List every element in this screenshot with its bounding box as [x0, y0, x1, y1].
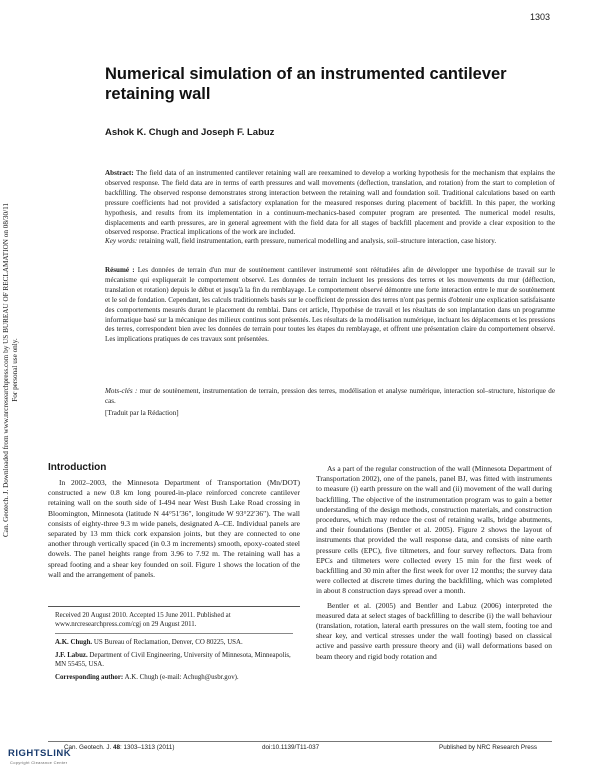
corresponding-author-text: A.K. Chugh (e-mail: Achugh@usbr.gov).: [124, 674, 239, 681]
affiliation-chugh-text: US Bureau of Reclamation, Denver, CO 80225, USA.: [93, 639, 243, 646]
footer-citation: [64, 744, 175, 751]
mots-cles: [105, 387, 555, 407]
abstract-label: Abstract:: [105, 169, 134, 177]
keywords-text: retaining wall, field instrumentation, earth pressure, numerical modelling and analysis, soil–structure interaction, case history.: [139, 237, 497, 245]
section-heading-introduction: Introduction: [48, 462, 107, 473]
mots-cles-label: Mots-clés :: [105, 387, 138, 395]
keywords: [105, 237, 555, 247]
affiliation-chugh-name: A.K. Chugh.: [55, 639, 93, 646]
affiliation-labuz: [48, 651, 300, 669]
intro-paragraph-3: Bentler et al. (2005) and Bentler and Labuz (2006) interpreted the measured data at select stages of backfilling to describe (i) the wall behaviour (translation, rotation, lateral earth pressures on the wall stem, footing toe and shear key, and vertical stresses under the wall footing) based on classical active and passive earth pressure theory and (ii) wall deformations based on beam theory and rigid body rotation and: [316, 600, 552, 661]
abstract-text: The field data of an instrumented cantilever retaining wall are reexamined to develop a working hypothesis for the mechanism that explains the observed response. The field data are in terms of earth pressures and wall movements (deflection, translation, and rotation) from the start to completion of backfilling. The observed response demonstrates strong interaction between the retaining wall and foundation soil. Traditional calculations based on earth pressure coefficients had not provided a satisfactory explanation for the measured responses during placement of backfill. In this paper, the working hypothesis, and results from its implementation in a continuum-mechanics-based computer program are presented. The numerical model results, displacements and earth pressures, are in general agreement with the field data for all stages of backfill placement and provide a clear exposition to the observed response. Practical implications of the work are included.: [105, 169, 555, 237]
download-notice-line1: Can. Geotech. J. Downloaded from www.nrcresearchpress.com by US BUREAU OF RECLAMATION on 08/30/11: [2, 202, 10, 538]
authors: Ashok K. Chugh and Joseph F. Labuz: [105, 127, 275, 138]
translation-note: [Traduit par la Rédaction]: [105, 409, 179, 417]
corresponding-author: [48, 673, 300, 682]
footer-publisher: Published by NRC Research Press: [439, 744, 537, 751]
abstract: [105, 169, 555, 238]
resume-text: Les données de terrain d'un mur de soutènement cantilever instrumenté sont réétudiées afin de développer une hypothèse de travail sur le mécanisme qui expliquerait le comportement observé. Les données de terrain incluent les pressions des terres et les mouvements du mur (déflection, translation et rotation) depuis le début et jusqu'à la fin du remblayage. Le comportement observé démontre une forte interaction entre le mur de soutènement et le sol de fondation. Cependant, les calculs traditionnels basés sur le coefficient de pression des terres n'ont pas permis d'obtenir une explication satisfaisante des comportements mesurés durant le placement du remblai. Dans cet article, l'hypothèse de travail et les résultats de son implantation dans un programme informatique basé sur la mécanique des milieux continus sont présentés. Les résultats de la modélisation numérique, incluant les déplacements et les pressions des terres, correspondent bien avec les données de terrain pour toutes les étapes du remblayage, et offrent une présentation claire du comportement observé. Les implications pratiques de ces travaux sont présentées.: [105, 266, 555, 344]
info-divider: [55, 633, 293, 634]
rightslink-logo[interactable]: [8, 748, 70, 770]
article-info-box: [48, 606, 300, 686]
footer-journal: Can. Geotech. J.: [64, 744, 112, 751]
footer-doi[interactable]: doi:10.1139/T11-037: [262, 744, 320, 751]
mots-cles-text: mur de soutènement, instrumentation de terrain, pression des terres, modélisation et analyse numérique, interaction sol–structure, historique de cas.: [105, 387, 555, 405]
keywords-label: Key words:: [105, 237, 138, 245]
received-dates: Received 20 August 2010. Accepted 15 June 2011. Published at www.nrcresearchpress.com/cgj on 29 August 2011.: [55, 612, 231, 628]
intro-paragraph-1: In 2002–2003, the Minnesota Department of Transportation (Mn/DOT) constructed a new 0.8 km long poured-in-place reinforced concrete cantilever retaining wall on the south side of I-494 near West Bush Lake Road crossing in Bloomington, Minnesota (latitude N 44°51′36″, longitude W 93°22′36″). The wall consists of eighty-three 9.3 m wide panels, designated A–CE. Individual panels are separated by 13 mm thick cork expansion joints, but they are connected to one another through vertically spaced (in 0.3 m increments) smooth, epoxy-coated steel dowels. The panel heights range from 3.96 to 7.92 m. The retaining wall has a spread footing and a shear key founded on soil. Figure 1 shows the location of the wall and the arrangement of panels.: [48, 478, 300, 579]
resume: [105, 266, 555, 345]
page-number: 1303: [529, 12, 550, 22]
column-left: [48, 478, 300, 580]
corresponding-author-label: Corresponding author:: [55, 674, 124, 681]
rightslink-logo-subtext: Copyright Clearance Center: [10, 760, 68, 765]
intro-paragraph-2: As a part of the regular construction of the wall (Minnesota Department of Transportation 2002), one of the panels, panel BJ, was fitted with instruments to measure (i) earth pressure on the wall and (ii) movement of the wall during backfilling. The objective of the instrumentation program was to gain a better understanding of the design methods, construction materials, and construction procedures, which may reduce the cost of retaining walls, bridge abutments, and their foundations (Bentler et al. 2005). Figure 2 shows the layout of instruments that provided the wall response data, and consists of nine earth pressure cells (EPC), five tiltmeters, and four survey reflectors. Data from EPCs and tiltmeters were collected every 15 min for the first week of backfilling and 30 min after the first week for over 12 months; the survey data were collected at discrete times during the backfilling, which was completed in about 8 construction days spread over a month.: [316, 464, 552, 596]
column-right: [316, 464, 552, 662]
affiliation-labuz-name: J.F. Labuz.: [55, 652, 88, 659]
footer-pages: : 1303–1313 (2011): [120, 744, 175, 751]
resume-label: Résumé :: [105, 266, 135, 274]
affiliation-chugh: [48, 638, 300, 647]
download-sidebar: [0, 150, 22, 590]
download-notice: [2, 203, 20, 537]
footer-divider: [48, 741, 552, 742]
affiliation-labuz-text: Department of Civil Engineering, University of Minnesota, Minneapolis, MN 55455, USA.: [55, 652, 291, 668]
rightslink-logo-text: RIGHTSLINK: [8, 748, 72, 759]
download-notice-line2: For personal use only.: [11, 338, 19, 402]
paper-title: Numerical simulation of an instrumented cantilever retaining wall: [105, 65, 507, 103]
footer-volume: 48: [113, 744, 121, 751]
